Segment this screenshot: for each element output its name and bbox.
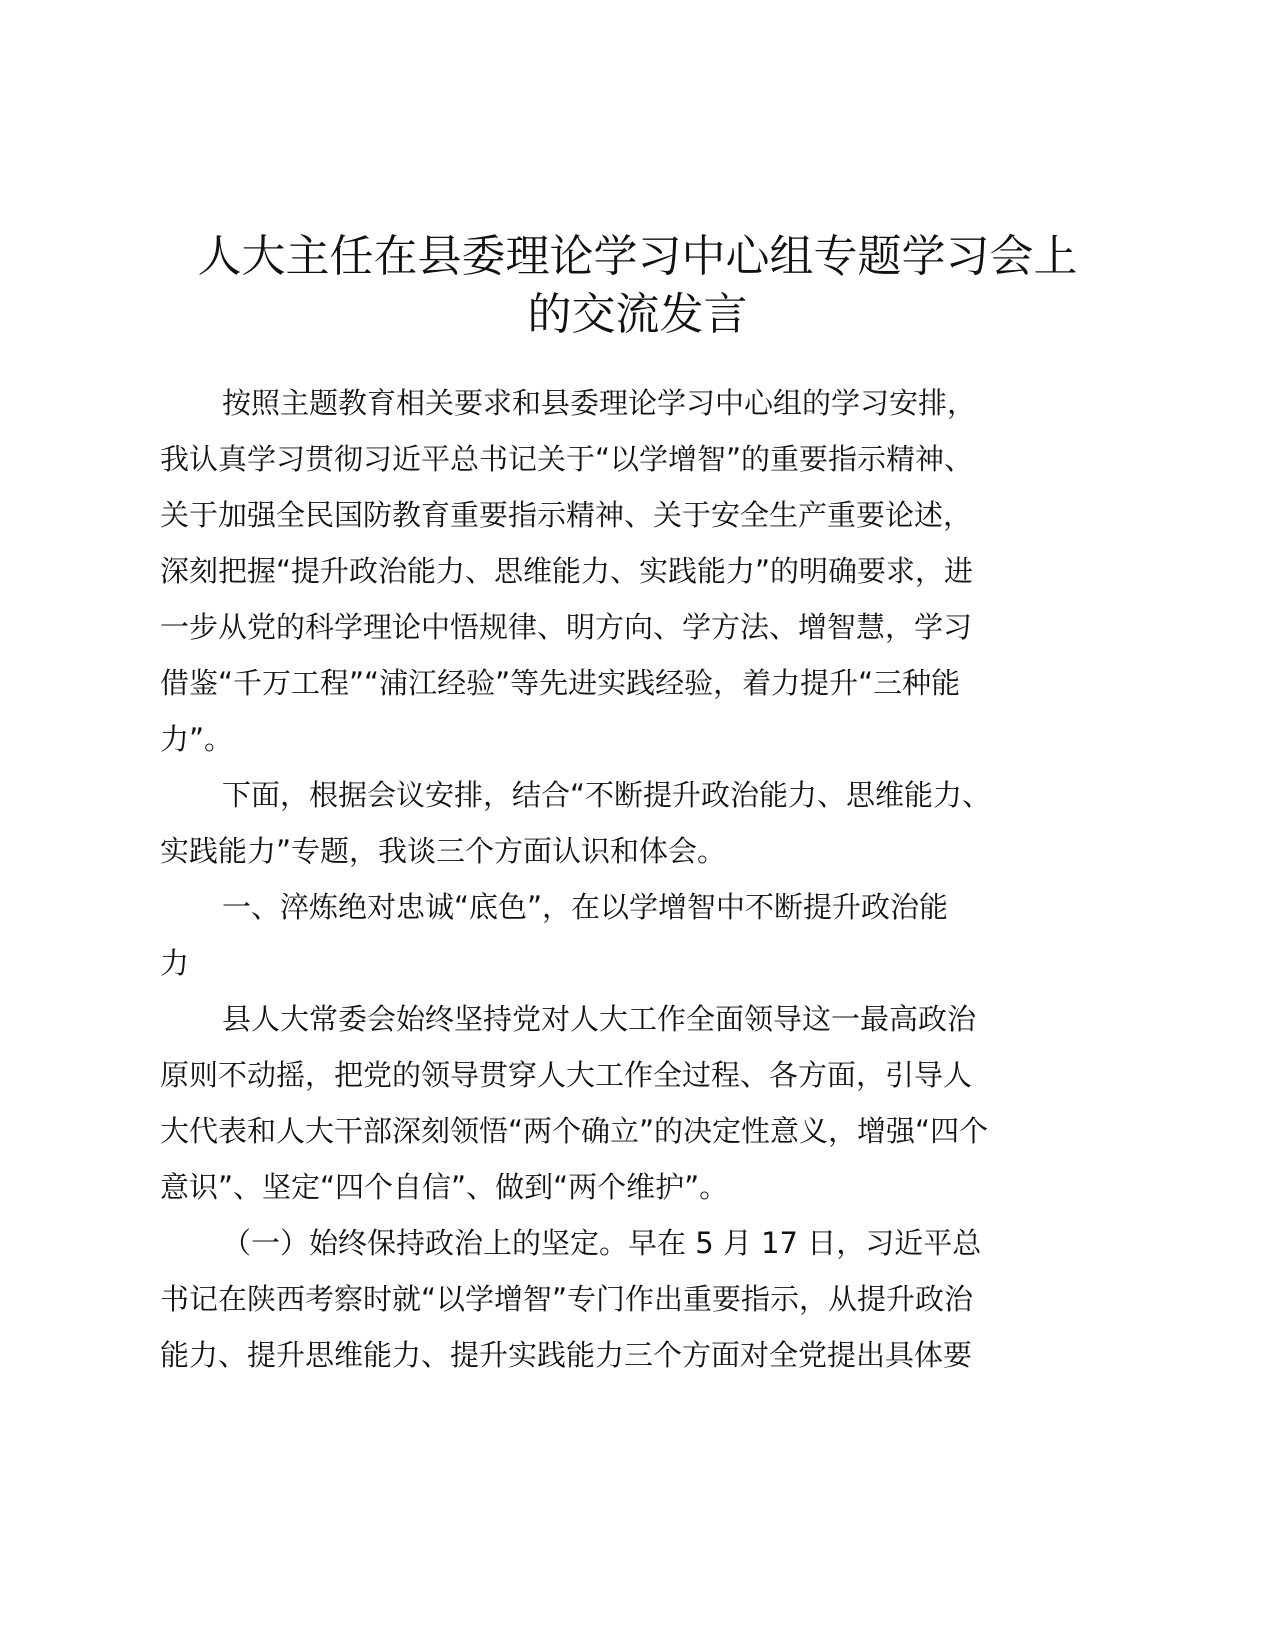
paragraph-line: 县人大常委会始终坚持党对人大工作全面领导这一最高政治 (222, 1002, 977, 1036)
section-heading (160, 879, 1120, 991)
paragraph-line: 深刻把握“提升政治能力、思维能力、实践能力”的明确要求，进 (160, 554, 974, 588)
paragraph-line: 一步从党的科学理论中悟规律、明方向、学方法、增智慧，学习 (160, 610, 973, 644)
paragraph-line: 实践能力”专题，我谈三个方面认识和体会。 (160, 834, 727, 868)
paragraph-line: 按照主题教育相关要求和县委理论学习中心组的学习安排， (222, 386, 977, 420)
section-heading-line: 力 (160, 946, 190, 980)
document-body (160, 375, 1120, 1383)
paragraph-line: 关于加强全民国防教育重要指示精神、关于安全生产重要论述， (160, 498, 973, 532)
paragraph-line: 原则不动摇，把党的领导贯穿人大工作全过程、各方面，引导人 (160, 1058, 973, 1092)
title-line: 的交流发言 (527, 289, 748, 340)
paragraph-line: （一）始终保持政治上的坚定。早在 5 月 17 日，习近平总 (222, 1226, 982, 1260)
document-title (150, 228, 1125, 344)
paragraph (160, 375, 1120, 767)
paragraph-line: 大代表和人大干部深刻领悟“两个确立”的决定性意义，增强“四个 (160, 1114, 989, 1148)
paragraph-line: 书记在陕西考察时就“以学增智”专门作出重要指示，从提升政治 (160, 1282, 974, 1316)
section-heading-line: 一、淬炼绝对忠诚“底色”，在以学增智中不断提升政治能 (222, 890, 949, 924)
paragraph (160, 991, 1120, 1215)
paragraph-line: 我认真学习贯彻习近平总书记关于“以学增智”的重要指示精神、 (160, 442, 974, 476)
paragraph (160, 1215, 1120, 1383)
paragraph-line: 能力、提升思维能力、提升实践能力三个方面对全党提出具体要 (160, 1338, 973, 1372)
paragraph-line: 下面，根据会议安排，结合“不断提升政治能力、思维能力、 (222, 778, 992, 812)
paragraph-line: 力”。 (160, 722, 234, 756)
paragraph-line: 意识”、坚定“四个自信”、做到“两个维护”。 (160, 1170, 729, 1204)
paragraph (160, 767, 1120, 879)
paragraph-line: 借鉴“千万工程”“浦江经验”等先进实践经验，着力提升“三种能 (160, 666, 961, 700)
title-line: 人大主任在县委理论学习中心组专题学习会上 (197, 231, 1078, 282)
